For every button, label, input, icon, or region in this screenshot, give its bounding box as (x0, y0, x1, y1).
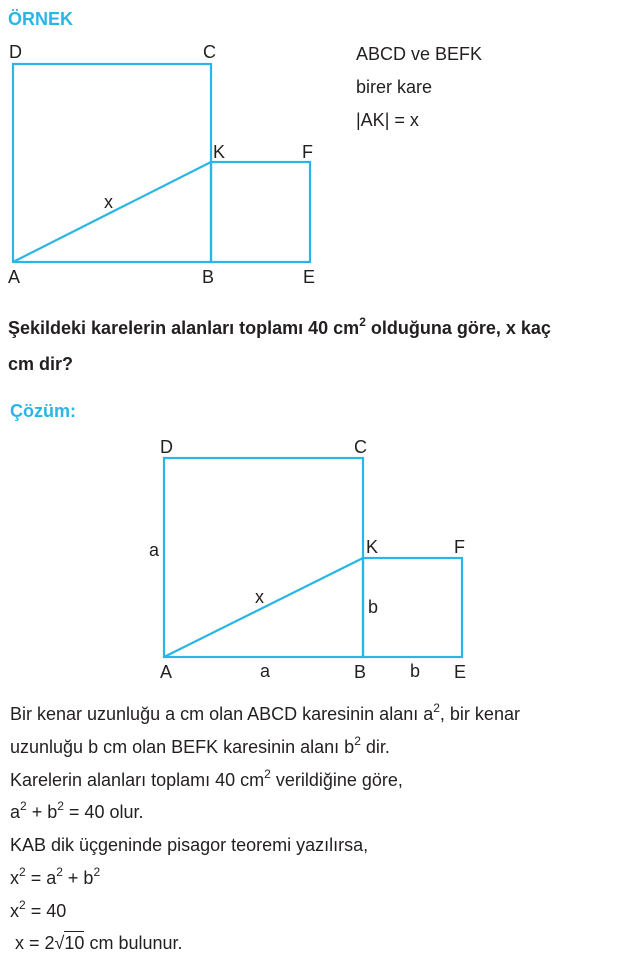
solution-line-8-text-a: x = 2 (10, 933, 55, 953)
solution-line-6-text-b: = a (25, 868, 57, 888)
given-line-2: birer kare (356, 77, 433, 97)
solution-line-1-text-b: , bir kenar (439, 704, 520, 724)
label-a-solution: A (160, 662, 173, 682)
solution-line-6-exponent-b: 2 (56, 865, 63, 879)
solution-line-1-exponent: 2 (433, 701, 440, 715)
solution-line-2-text-a: uzunluğu b cm olan BEFK karesinin alanı b (10, 737, 355, 757)
solution-line-3-text-a: Karelerin alanları toplamı 40 cm (10, 770, 265, 790)
solution-line-6 (10, 865, 101, 889)
solution-line-4-exponent-b: 2 (57, 799, 64, 813)
label-d: D (9, 42, 22, 62)
solution-line-4-exponent-a: 2 (20, 799, 27, 813)
label-b-side: b (368, 597, 379, 617)
question-exponent: 2 (359, 315, 366, 329)
label-a-side: a (149, 540, 160, 560)
label-b-solution: B (354, 662, 367, 682)
label-f-solution: F (454, 537, 465, 557)
solution-line-7-exponent: 2 (19, 898, 26, 912)
solution-line-4-text-c: = 40 olur. (63, 802, 144, 822)
label-e-solution: E (454, 662, 467, 682)
solution-heading: Çözüm: (10, 401, 76, 421)
solution-line-6-text-c: + b (62, 868, 94, 888)
given-line-3: |AK| = x (356, 110, 419, 130)
solution-line-7 (10, 898, 67, 922)
question-text-b: olduğuna göre, x kaç (365, 318, 551, 338)
solution-line-1-text-a: Bir kenar uzunluğu a cm olan ABCD karesinin alanı a (10, 704, 434, 724)
question-text-a: Şekildeki karelerin alanları toplamı 40 cm (8, 318, 360, 338)
label-c-solution: C (354, 437, 367, 457)
solution-line-2-exponent: 2 (354, 734, 361, 748)
solution-line-2 (10, 734, 390, 758)
label-k-solution: K (366, 537, 379, 557)
solution-line-3 (10, 767, 403, 791)
label-x-solution: x (255, 587, 264, 607)
solution-line-1 (10, 701, 520, 725)
label-x: x (104, 192, 113, 212)
solution-line-7-text-a: x (10, 901, 19, 921)
label-b: B (202, 267, 215, 287)
segment-ak-solution (164, 558, 363, 657)
given-line-1: ABCD ve BEFK (356, 44, 483, 64)
example-heading: ÖRNEK (8, 9, 74, 29)
label-c: C (203, 42, 216, 62)
solution-line-8-radicand: 10 (64, 933, 85, 953)
solution-line-6-exponent-a: 2 (19, 865, 26, 879)
solution-line-6-exponent-c: 2 (93, 865, 101, 879)
label-d-solution: D (160, 437, 173, 457)
solution-line-8-text-b: cm bulunur. (84, 933, 183, 953)
solution-line-2-text-b: dir. (360, 737, 390, 757)
solution-line-3-exponent: 2 (264, 767, 271, 781)
solution-line-5: KAB dik üçgeninde pisagor teoremi yazılırsa, (10, 835, 369, 855)
square-root-icon: √ (54, 933, 65, 953)
solution-line-4-text-b: + b (26, 802, 58, 822)
question-line-2: cm dir? (8, 354, 74, 374)
solution-line-3-text-b: verildiğine göre, (270, 770, 403, 790)
label-a-base: a (260, 661, 271, 681)
label-e: E (303, 267, 316, 287)
solution-line-4 (10, 799, 144, 823)
label-f: F (302, 142, 313, 162)
solution-line-6-text-a: x (10, 868, 19, 888)
square-abcd-solution (164, 458, 363, 657)
solution-line-7-text-b: = 40 (25, 901, 67, 921)
label-b-base: b (410, 661, 421, 681)
label-a: A (8, 267, 21, 287)
solution-line-4-text-a: a (10, 802, 21, 822)
solution-line-8 (10, 934, 183, 952)
label-k: K (213, 142, 226, 162)
